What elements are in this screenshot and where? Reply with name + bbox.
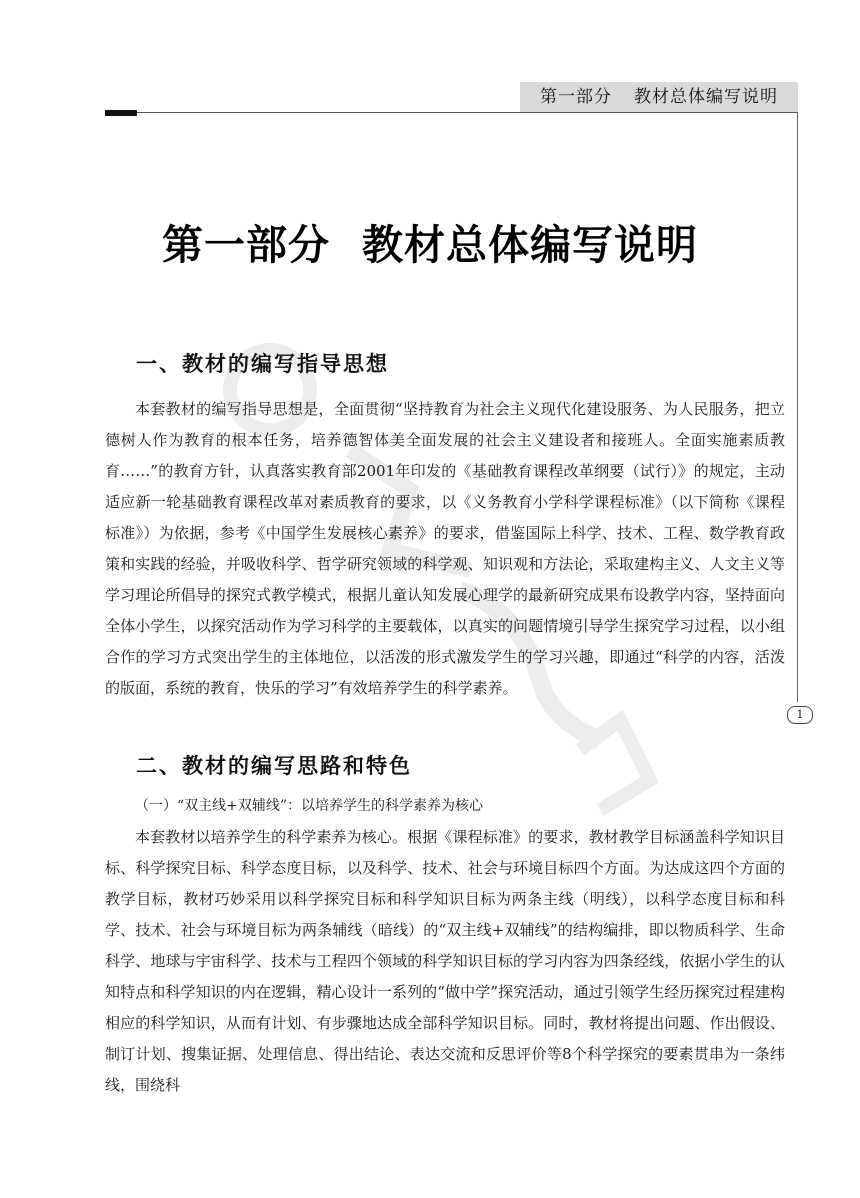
running-header <box>520 82 798 112</box>
page-title-part: 第一部分 <box>162 221 330 269</box>
page-title-text: 教材总体编写说明 <box>362 221 698 269</box>
page-title <box>0 212 860 271</box>
running-header-part: 第一部分 <box>540 87 612 107</box>
section-heading-1: 一、教材的编写指导思想 <box>136 352 389 376</box>
page-edge-rule <box>797 112 798 702</box>
section-2-paragraph: 本套教材以培养学生的科学素养为核心。根据《课程标准》的要求，教材教学目标涵盖科学知识目标、科学探究目标、科学态度目标，以及科学、技术、社会与环境目标四个方面。为达成这四个方面的教学目标，教材巧妙采用以科学探究目标和科学知识目标为两条主线（明线），以科学态度目标和科学、技术、社会与环境目标为两条辅线（暗线）的“双主线+双辅线”的结构编排，即以物质科学、生命科学、地球与宇宙科学、技术与工程四个领域的科学知识目标的学习内容为四条经线，依据小学生的认知特点和科学知识的内在逻辑，精心设计一系列的“做中学”探究活动，通过引领学生经历探究过程建构相应的科学知识，从而有计划、有步骤地达成全部科学知识目标。同时，教材将提出问题、作出假设、制订计划、搜集证据、处理信息、得出结论、表达交流和反思评价等8个科学探究的要素贯串为一条纬线，围绕科 <box>105 828 785 1094</box>
page-number: 1 <box>787 706 813 724</box>
section-heading-2: 二、教材的编写思路和特色 <box>136 754 412 778</box>
running-header-title: 教材总体编写说明 <box>634 87 778 107</box>
header-rule <box>105 112 798 113</box>
subsection-heading: （一）“双主线+双辅线”：以培养学生的科学素养为核心 <box>135 798 484 814</box>
section-1-paragraph: 本套教材的编写指导思想是，全面贯彻“坚持教育为社会主义现代化建设服务、为人民服务，把立德树人作为教育的根本任务，培养德智体美全面发展的社会主义建设者和接班人。全面实施素质教育……”的教育方针，认真落实教育部2001年印发的《基础教育课程改革纲要（试行）》的规定，主动适应新一轮基础教育课程改革对素质教育的要求，以《义务教育小学科学课程标准》（以下简称《课程标准》）为依据，参考《中国学生发展核心素养》的要求，借鉴国际上科学、技术、工程、数学教育政策和实践的经验，并吸收科学、哲学研究领域的科学观、知识观和方法论，采取建构主义、人文主义等学习理论所倡导的探究式教学模式，根据儿童认知发展心理学的最新研究成果布设教学内容，坚持面向全体小学生，以探究活动作为学习科学的主要载体，以真实的问题情境引导学生探究学习过程，以小组合作的学习方式突出学生的主体地位，以活泼的形式激发学生的学习兴趣，即通过“科学的内容，活泼的版面，系统的教育，快乐的学习”有效培养学生的科学素养。 <box>105 400 785 697</box>
header-marker <box>105 110 137 116</box>
